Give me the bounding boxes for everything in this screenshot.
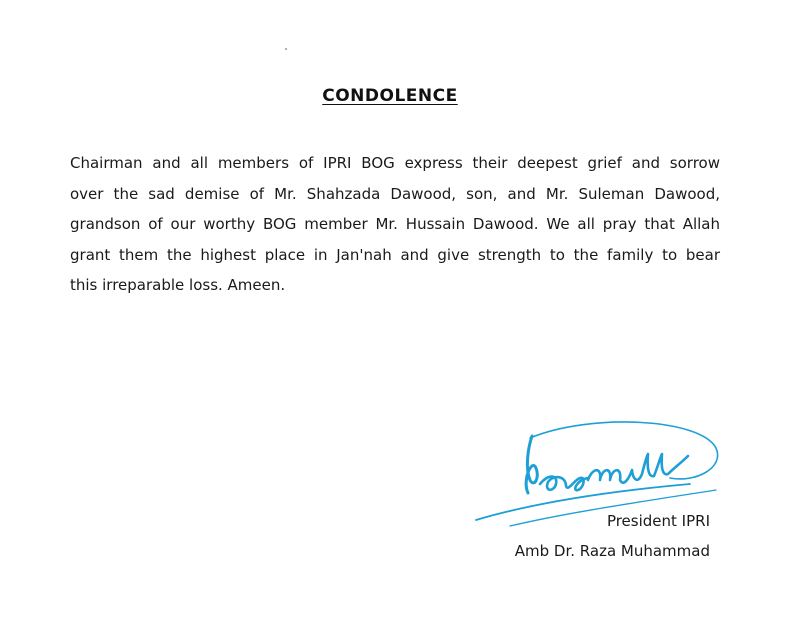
condolence-message <box>70 148 720 301</box>
scan-speck <box>285 48 287 50</box>
signatory-name: Amb Dr. Raza Muhammad <box>514 542 710 560</box>
message-line: over the sad demise of Mr. Shahzada Dawood, son, and Mr. Suleman Dawood, <box>70 184 720 203</box>
message-line: grandson of our worthy BOG member Mr. Hussain Dawood. We all pray that Allah <box>70 215 720 233</box>
message-line: Chairman and all members of IPRI BOG express their deepest grief and sorrow <box>70 154 720 172</box>
document-title: CONDOLENCE <box>322 86 458 106</box>
message-line: grant them the highest place in Jan'nah and give strength to the family to bear <box>70 245 720 264</box>
message-line: this irreparable loss. Ameen. <box>70 276 286 294</box>
signatory-title: President IPRI <box>606 512 710 530</box>
